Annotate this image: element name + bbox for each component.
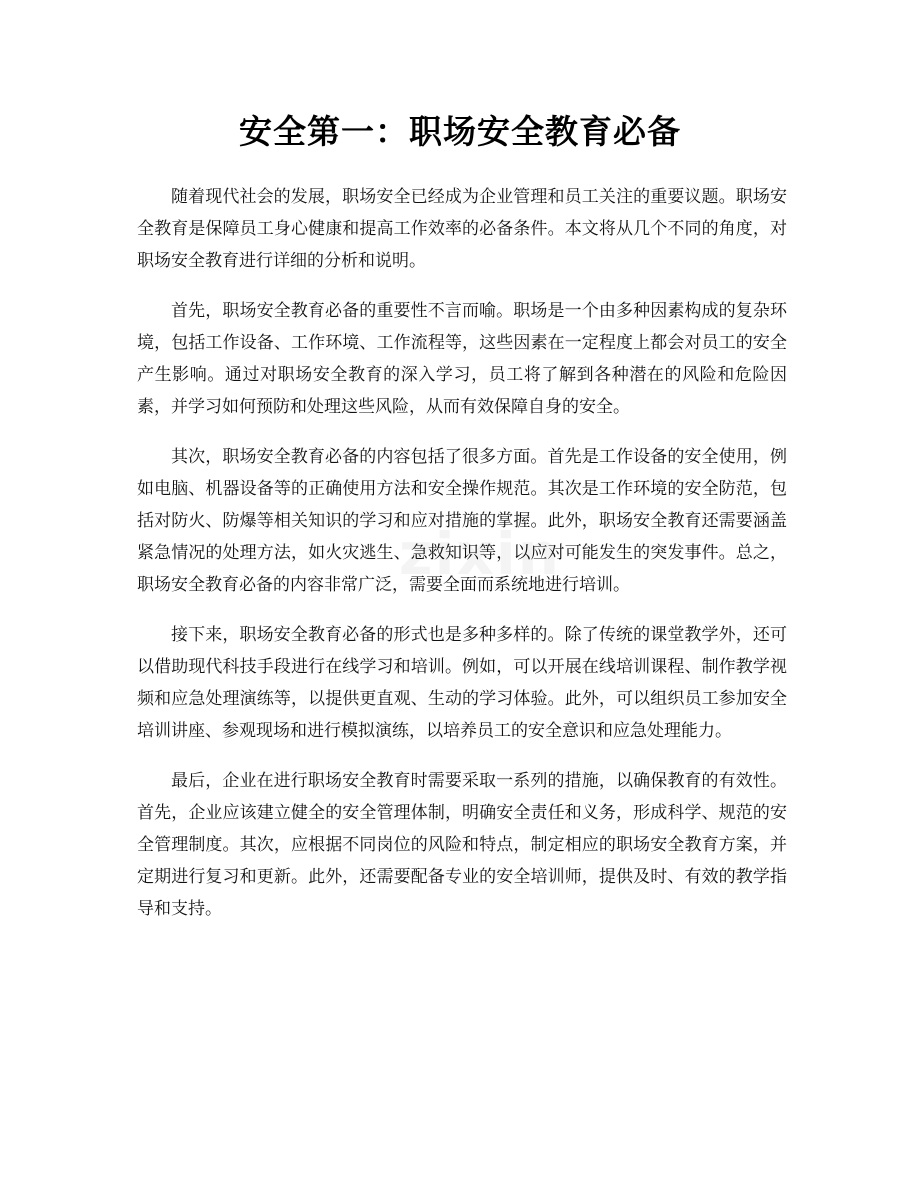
paragraph-forms: 接下来，职场安全教育必备的形式也是多种多样的。除了传统的课堂教学外，还可以借助现代科技手段进行在线学习和培训。例如，可以开展在线培训课程、制作教学视频和应急处理演练等，以提供更直观、生动的学习体验。此外，可以组织员工参加安全培训讲座、参观现场和进行模拟演练，以培养员工的安全意识和应急处理能力。 — [137, 625, 787, 741]
paragraph-content: 其次，职场安全教育必备的内容包括了很多方面。首先是工作设备的安全使用，例如电脑、机器设备等的正确使用方法和安全操作规范。其次是工作环境的安全防范，包括对防火、防爆等相关知识的学习和应对措施的掌握。此外，职场安全教育还需要涵盖紧急情况的处理方法，如火灾逃生、急救知识等，以应对可能发生的突发事件。总之，职场安全教育必备的内容非常广泛，需要全面而系统地进行培训。 — [137, 447, 787, 595]
watermark-text: zixin — [398, 520, 562, 588]
document-body — [137, 181, 787, 943]
paragraph-intro: 随着现代社会的发展，职场安全已经成为企业管理和员工关注的重要议题。职场安全教育是保障员工身心健康和提高工作效率的必备条件。本文将从几个不同的角度，对职场安全教育进行详细的分析和说明。 — [137, 187, 787, 271]
paragraph-measures: 最后，企业在进行职场安全教育时需要采取一系列的措施，以确保教育的有效性。首先，企业应该建立健全的安全管理体制，明确安全责任和义务，形成科学、规范的安全管理制度。其次，应根据不同岗位的风险和特点，制定相应的职场安全教育方案，并定期进行复习和更新。此外，还需要配备专业的安全培训师，提供及时、有效的教学指导和支持。 — [137, 771, 787, 919]
paragraph-importance: 首先，职场安全教育必备的重要性不言而喻。职场是一个由多种因素构成的复杂环境，包括工作设备、工作环境、工作流程等，这些因素在一定程度上都会对员工的安全产生影响。通过对职场安全教育的深入学习，员工将了解到各种潜在的风险和危险因素，并学习如何预防和处理这些风险，从而有效保障自身的安全。 — [137, 301, 787, 417]
document-title: 安全第一：职场安全教育必备 — [239, 112, 681, 151]
